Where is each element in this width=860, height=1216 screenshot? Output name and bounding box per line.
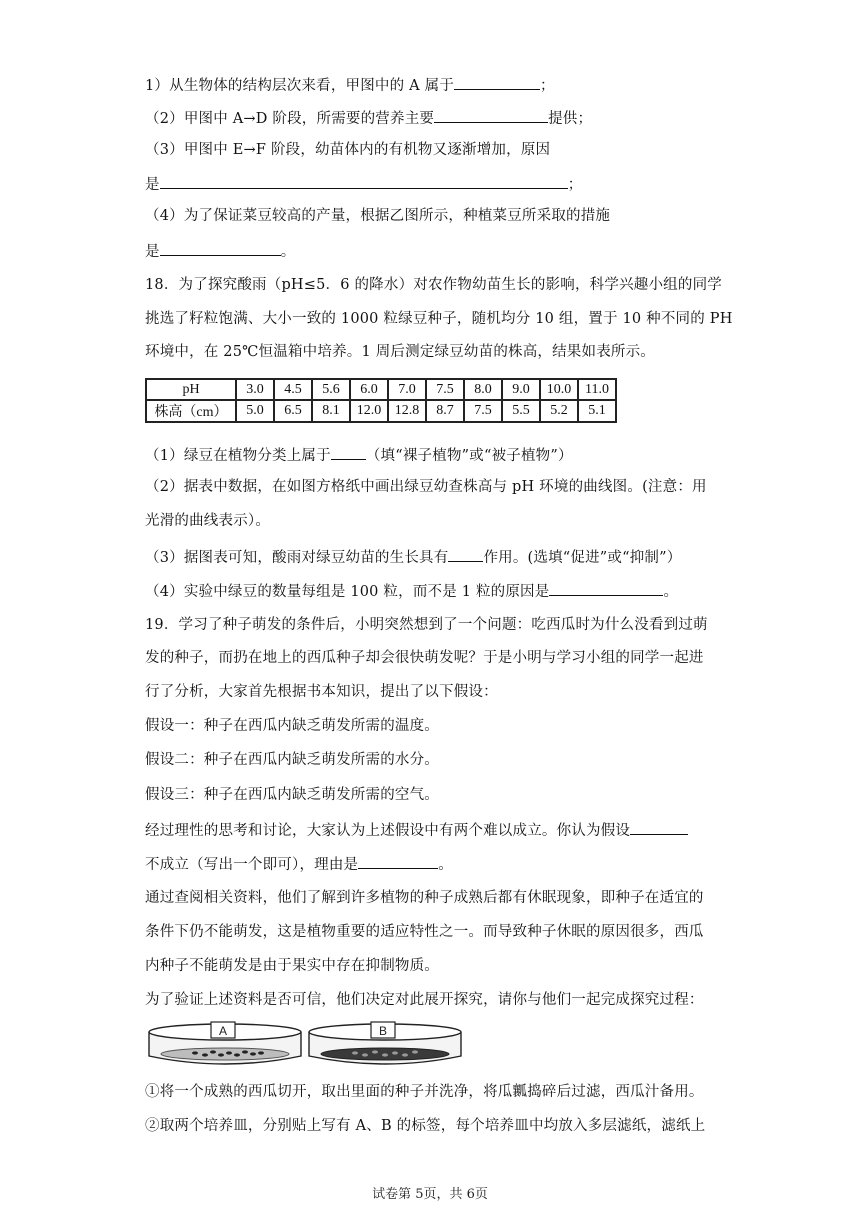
q17-line-3: （3）甲图中 E→F 阶段，幼苗体内的有机物又逐渐增加，原因 xyxy=(145,142,551,158)
answer-blank[interactable] xyxy=(549,580,663,596)
q19-line-2: 发的种子，而扔在地上的西瓜种子却会很快萌发呢？于是小明与学习小组的同学一起进 xyxy=(145,650,704,666)
table-header-height: 株高（cm） xyxy=(146,400,236,422)
table-cell: 5.5 xyxy=(502,400,540,422)
q18-sub-4: （4）实验中绿豆的数量每组是 100 粒，而不是 1 粒的原因是 。 xyxy=(145,580,678,602)
answer-blank[interactable] xyxy=(358,853,438,869)
answer-blank[interactable] xyxy=(160,173,568,189)
table-cell: 9.0 xyxy=(502,379,540,400)
q17-line-1: 1）从生物体的结构层次来看，甲图中的 A 属于 ； xyxy=(145,74,555,96)
table-row-height xyxy=(146,400,616,422)
dish-label-a-text: A xyxy=(218,1024,228,1038)
q18-sub-3: （3）据图表可知，酸雨对绿豆幼苗的生长具有 作用。(选填“促进”或“抑制”） xyxy=(145,546,681,568)
q17-line-5: （4）为了保证菜豆较高的产量，根据乙图所示，种植菜豆所采取的措施 xyxy=(145,208,611,224)
q18-line-2: 挑选了籽粒饱满、大小一致的 1000 粒绿豆种子，随机均分 10 组，置于 10 种不同的 PH xyxy=(145,311,733,327)
table-cell: 11.0 xyxy=(578,379,616,400)
q18-sub-2a: （2）据表中数据，在如图方格纸中画出绿豆幼查株高与 pH 环境的曲线图。(注意：用 xyxy=(145,479,707,495)
answer-blank[interactable] xyxy=(448,546,483,562)
table-row-ph xyxy=(146,379,616,400)
q19-line-4: 经过理性的思考和讨论，大家认为上述假设中有两个难以成立。你认为假设 xyxy=(145,819,688,841)
q19-line-6: 通过查阅相关资料，他们了解到许多植物的种子成熟后都有休眠现象，即种子在适宜的 xyxy=(145,890,704,906)
q19-line-7: 条件下仍不能萌发，这是植物重要的适应特性之一。而导致种子休眠的原因很多，西瓜 xyxy=(145,924,704,940)
answer-blank[interactable] xyxy=(630,819,688,835)
answer-blank[interactable] xyxy=(160,240,281,256)
q18-sub-2b: 光滑的曲线表示）。 xyxy=(145,513,271,529)
table-cell: 12.0 xyxy=(350,400,388,422)
table-cell: 6.0 xyxy=(350,379,388,400)
q17-line-4: 是 ； xyxy=(145,173,582,195)
table-cell: 8.7 xyxy=(426,400,464,422)
table-cell: 5.0 xyxy=(236,400,274,422)
answer-blank[interactable] xyxy=(331,444,366,460)
table-cell: 8.0 xyxy=(464,379,502,400)
dish-label-b-text: B xyxy=(378,1024,388,1038)
table-cell: 8.1 xyxy=(312,400,350,422)
petri-dish-a xyxy=(149,1022,301,1064)
petri-dish-illustration xyxy=(145,1020,565,1072)
page-footer: 试卷第 5页，共 6页 xyxy=(372,1187,488,1202)
table-cell: 7.5 xyxy=(426,379,464,400)
q18-line-1: 18．为了探究酸雨（pH≤5．6 的降水）对农作物幼苗生长的影响，科学兴趣小组的同学 xyxy=(145,277,722,293)
q17-line-6: 是 。 xyxy=(145,240,295,262)
table-cell: 10.0 xyxy=(540,379,578,400)
table-cell: 6.5 xyxy=(274,400,312,422)
table-cell: 5.1 xyxy=(578,400,616,422)
table-cell: 5.6 xyxy=(312,379,350,400)
ph-height-table xyxy=(145,378,617,423)
q19-line-5: 不成立（写出一个即可），理由是 。 xyxy=(145,853,453,875)
q19-line-3: 行了分析，大家首先根据书本知识，提出了以下假设： xyxy=(145,684,498,700)
step-2: ②取两个培养皿，分别贴上写有 A、B 的标签，每个培养皿中均放入多层滤纸，滤纸上 xyxy=(145,1118,706,1134)
hypothesis-2: 假设二：种子在西瓜内缺乏萌发所需的水分。 xyxy=(145,752,439,768)
table-cell: 4.5 xyxy=(274,379,312,400)
step-1: ①将一个成熟的西瓜切开，取出里面的种子并洗净，将瓜瓤捣碎后过滤，西瓜汁备用。 xyxy=(145,1084,704,1100)
q19-line-1: 19．学习了种子萌发的条件后，小明突然想到了一个问题：吃西瓜时为什么没看到过萌 xyxy=(145,617,708,633)
q17-line-2: （2）甲图中 A→D 阶段，所需要的营养主要 提供； xyxy=(145,107,592,129)
table-cell: 7.5 xyxy=(464,400,502,422)
table-cell: 7.0 xyxy=(388,379,426,400)
q18-sub-1: （1）绿豆在植物分类上属于 （填“裸子植物”或“被子植物”） xyxy=(145,444,573,466)
hypothesis-1: 假设一：种子在西瓜内缺乏萌发所需的温度。 xyxy=(145,718,439,734)
table-cell: 3.0 xyxy=(236,379,274,400)
table-cell: 12.8 xyxy=(388,400,426,422)
table-header-ph: pH xyxy=(146,379,236,400)
answer-blank[interactable] xyxy=(434,107,548,123)
table-cell: 5.2 xyxy=(540,400,578,422)
answer-blank[interactable] xyxy=(454,74,540,90)
q19-line-9: 为了验证上述资料是否可信，他们决定对此展开探究，请你与他们一起完成探究过程： xyxy=(145,992,704,1008)
hypothesis-3: 假设三：种子在西瓜内缺乏萌发所需的空气。 xyxy=(145,787,439,803)
q18-line-3: 环境中，在 25℃恒温箱中培养。1 周后测定绿豆幼苗的株高，结果如表所示。 xyxy=(145,344,656,360)
q19-line-8: 内种子不能萌发是由于果实中存在抑制物质。 xyxy=(145,958,439,974)
petri-dish-b xyxy=(309,1022,461,1064)
